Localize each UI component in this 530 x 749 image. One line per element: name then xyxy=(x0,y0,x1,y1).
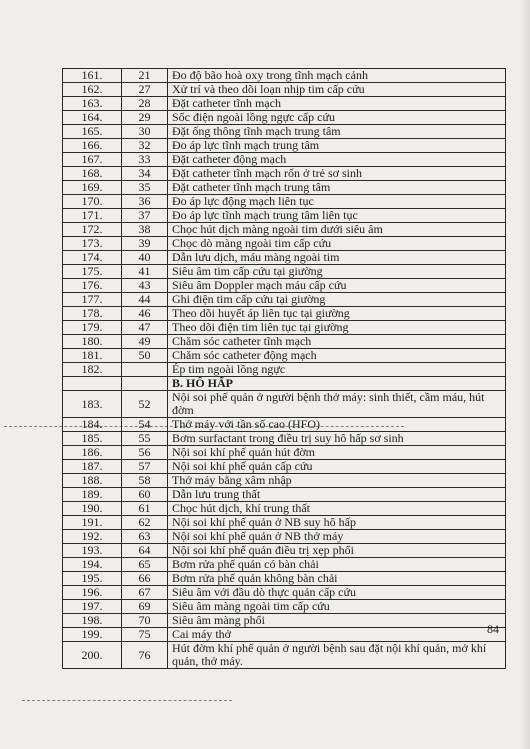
empty-cell xyxy=(63,377,122,391)
procedure-name-cell: Bơm rửa phế quản không bàn chải xyxy=(168,572,506,586)
reference-number-cell: 37 xyxy=(122,209,168,223)
reference-number-cell: 41 xyxy=(122,265,168,279)
row-number-cell: 179. xyxy=(63,321,122,335)
reference-number-cell: 38 xyxy=(122,223,168,237)
procedure-name-cell: Bơm rửa phế quản có bàn chải xyxy=(168,558,506,572)
reference-number-cell: 70 xyxy=(122,614,168,628)
procedure-name-cell: Siêu âm với đầu dò thực quản cấp cứu xyxy=(168,586,506,600)
procedure-name-cell: Siêu âm màng phổi xyxy=(168,614,506,628)
table-row xyxy=(63,251,506,265)
row-number-cell: 166. xyxy=(63,139,122,153)
table-row xyxy=(63,209,506,223)
reference-number-cell: 62 xyxy=(122,516,168,530)
procedure-name-cell: Dẫn lưu trung thất xyxy=(168,488,506,502)
reference-number-cell: 66 xyxy=(122,572,168,586)
row-number-cell: 198. xyxy=(63,614,122,628)
row-number-cell: 182. xyxy=(63,363,122,377)
table-row xyxy=(63,349,506,363)
procedure-name-cell: Nội soi khí phế quản ở NB suy hô hấp xyxy=(168,516,506,530)
row-number-cell: 172. xyxy=(63,223,122,237)
procedure-name-cell: Đo độ bão hoà oxy trong tĩnh mạch cảnh xyxy=(168,69,506,83)
section-heading: B. HÔ HẤP xyxy=(168,377,506,391)
row-number-cell: 195. xyxy=(63,572,122,586)
reference-number-cell: 52 xyxy=(122,391,168,418)
table-row xyxy=(63,83,506,97)
row-number-cell: 181. xyxy=(63,349,122,363)
table-row xyxy=(63,237,506,251)
procedure-name-cell: Đo áp lực động mạch liên tục xyxy=(168,195,506,209)
row-number-cell: 200. xyxy=(63,642,122,669)
row-number-cell: 197. xyxy=(63,600,122,614)
reference-number-cell xyxy=(122,363,168,377)
row-number-cell: 178. xyxy=(63,307,122,321)
row-number-cell: 174. xyxy=(63,251,122,265)
row-number-cell: 199. xyxy=(63,628,122,642)
reference-number-cell: 50 xyxy=(122,349,168,363)
reference-number-cell: 30 xyxy=(122,125,168,139)
reference-number-cell: 36 xyxy=(122,195,168,209)
reference-number-cell: 63 xyxy=(122,530,168,544)
reference-number-cell: 55 xyxy=(122,432,168,446)
row-number-cell: 165. xyxy=(63,125,122,139)
row-number-cell: 185. xyxy=(63,432,122,446)
row-number-cell: 192. xyxy=(63,530,122,544)
table-row xyxy=(63,111,506,125)
procedure-name-cell: Nội soi khí phế quản điều trị xẹp phổi xyxy=(168,544,506,558)
reference-number-cell: 44 xyxy=(122,293,168,307)
reference-number-cell: 35 xyxy=(122,181,168,195)
table-row xyxy=(63,139,506,153)
procedure-name-cell: Theo dõi huyết áp liên tục tại giường xyxy=(168,307,506,321)
procedure-name-cell: Hút đờm khí phế quản ở người bệnh sau đặt nội khí quản, mở khí quản, thở máy. xyxy=(168,642,506,669)
page-number: 84 xyxy=(487,622,499,636)
procedure-name-cell: Siêu âm tim cấp cứu tại giường xyxy=(168,265,506,279)
procedure-name-cell: Siêu âm Doppler mạch máu cấp cứu xyxy=(168,279,506,293)
procedure-name-cell: Ép tim ngoài lồng ngực xyxy=(168,363,506,377)
procedure-name-cell: Chăm sóc catheter tĩnh mạch xyxy=(168,335,506,349)
table-row xyxy=(63,586,506,600)
table-row xyxy=(63,335,506,349)
row-number-cell: 183. xyxy=(63,391,122,418)
table-row xyxy=(63,600,506,614)
reference-number-cell: 58 xyxy=(122,474,168,488)
reference-number-cell: 56 xyxy=(122,446,168,460)
reference-number-cell: 65 xyxy=(122,558,168,572)
table-row xyxy=(63,167,506,181)
row-number-cell: 163. xyxy=(63,97,122,111)
reference-number-cell: 60 xyxy=(122,488,168,502)
reference-number-cell: 34 xyxy=(122,167,168,181)
scan-artifact-line xyxy=(22,700,232,701)
table-row xyxy=(63,153,506,167)
procedure-name-cell: Theo dõi điện tim liên tục tại giường xyxy=(168,321,506,335)
row-number-cell: 189. xyxy=(63,488,122,502)
row-number-cell: 161. xyxy=(63,69,122,83)
table-row xyxy=(63,363,506,377)
row-number-cell: 175. xyxy=(63,265,122,279)
procedure-name-cell: Chọc dò màng ngoài tim cấp cứu xyxy=(168,237,506,251)
row-number-cell: 186. xyxy=(63,446,122,460)
table-row xyxy=(63,446,506,460)
table-row xyxy=(63,558,506,572)
procedure-name-cell: Cai máy thở xyxy=(168,628,506,642)
table-row xyxy=(63,69,506,83)
table-row xyxy=(63,293,506,307)
row-number-cell: 177. xyxy=(63,293,122,307)
reference-number-cell: 28 xyxy=(122,97,168,111)
reference-number-cell: 43 xyxy=(122,279,168,293)
table-row xyxy=(63,474,506,488)
row-number-cell: 194. xyxy=(63,558,122,572)
section-heading-row xyxy=(63,377,506,391)
procedure-name-cell: Thở máy bằng xâm nhập xyxy=(168,474,506,488)
reference-number-cell: 27 xyxy=(122,83,168,97)
procedure-name-cell: Ghi điện tim cấp cứu tại giường xyxy=(168,293,506,307)
row-number-cell: 188. xyxy=(63,474,122,488)
table-row xyxy=(63,502,506,516)
procedure-name-cell: Đo áp lực tĩnh mạch trung tâm liên tục xyxy=(168,209,506,223)
procedure-table xyxy=(62,68,506,669)
table-row xyxy=(63,223,506,237)
reference-number-cell: 46 xyxy=(122,307,168,321)
procedure-name-cell: Chọc hút dịch màng ngoài tim dưới siêu âm xyxy=(168,223,506,237)
table-row xyxy=(63,614,506,628)
row-number-cell: 187. xyxy=(63,460,122,474)
table-row xyxy=(63,181,506,195)
procedure-name-cell: Nội soi phế quản ở người bệnh thở máy: sinh thiết, cầm máu, hút đờm xyxy=(168,391,506,418)
reference-number-cell: 67 xyxy=(122,586,168,600)
procedure-name-cell: Nội soi khí phế quản cấp cứu xyxy=(168,460,506,474)
reference-number-cell: 32 xyxy=(122,139,168,153)
procedure-name-cell: Đo áp lực tĩnh mạch trung tâm xyxy=(168,139,506,153)
procedure-name-cell: Sốc điện ngoài lồng ngực cấp cứu xyxy=(168,111,506,125)
procedure-name-cell: Đặt catheter động mạch xyxy=(168,153,506,167)
reference-number-cell: 29 xyxy=(122,111,168,125)
table-row xyxy=(63,125,506,139)
reference-number-cell: 49 xyxy=(122,335,168,349)
row-number-cell: 176. xyxy=(63,279,122,293)
row-number-cell: 184. xyxy=(63,418,122,432)
row-number-cell: 180. xyxy=(63,335,122,349)
reference-number-cell: 33 xyxy=(122,153,168,167)
page-edge-shadow xyxy=(520,0,530,749)
table-row xyxy=(63,488,506,502)
table-row xyxy=(63,530,506,544)
empty-cell xyxy=(122,377,168,391)
reference-number-cell: 61 xyxy=(122,502,168,516)
procedure-name-cell: Dẫn lưu dịch, máu màng ngoài tim xyxy=(168,251,506,265)
row-number-cell: 173. xyxy=(63,237,122,251)
table-row xyxy=(63,460,506,474)
procedure-name-cell: Đặt catheter tĩnh mạch xyxy=(168,97,506,111)
procedure-name-cell: Bơm surfactant trong điều trị suy hô hấp sơ sinh xyxy=(168,432,506,446)
procedure-name-cell: Siêu âm màng ngoài tim cấp cứu xyxy=(168,600,506,614)
procedure-name-cell: Chăm sóc catheter động mạch xyxy=(168,349,506,363)
reference-number-cell: 39 xyxy=(122,237,168,251)
reference-number-cell: 64 xyxy=(122,544,168,558)
table-row xyxy=(63,97,506,111)
reference-number-cell: 54 xyxy=(122,418,168,432)
reference-number-cell: 57 xyxy=(122,460,168,474)
row-number-cell: 190. xyxy=(63,502,122,516)
row-number-cell: 191. xyxy=(63,516,122,530)
row-number-cell: 171. xyxy=(63,209,122,223)
procedure-table-body xyxy=(63,69,506,669)
table-row xyxy=(63,321,506,335)
reference-number-cell: 40 xyxy=(122,251,168,265)
procedure-name-cell: Chọc hút dịch, khí trung thất xyxy=(168,502,506,516)
procedure-name-cell: Đặt catheter tĩnh mạch rốn ở trẻ sơ sinh xyxy=(168,167,506,181)
procedure-name-cell: Nội soi khí phế quản hút đờm xyxy=(168,446,506,460)
table-row xyxy=(63,642,506,669)
reference-number-cell: 69 xyxy=(122,600,168,614)
procedure-name-cell: Đặt catheter tĩnh mạch trung tâm xyxy=(168,181,506,195)
table-row xyxy=(63,628,506,642)
procedure-name-cell: Xử trí và theo dõi loạn nhịp tim cấp cứu xyxy=(168,83,506,97)
table-row xyxy=(63,572,506,586)
table-row xyxy=(63,544,506,558)
row-number-cell: 164. xyxy=(63,111,122,125)
row-number-cell: 196. xyxy=(63,586,122,600)
scan-artifact-line xyxy=(4,426,404,427)
procedure-name-cell: Nội soi khí phế quản ở NB thở máy xyxy=(168,530,506,544)
reference-number-cell: 47 xyxy=(122,321,168,335)
table-row xyxy=(63,279,506,293)
row-number-cell: 162. xyxy=(63,83,122,97)
table-row xyxy=(63,418,506,432)
table-row xyxy=(63,307,506,321)
reference-number-cell: 76 xyxy=(122,642,168,669)
procedure-name-cell: Thở máy với tần số cao (HFO) xyxy=(168,418,506,432)
row-number-cell: 169. xyxy=(63,181,122,195)
row-number-cell: 193. xyxy=(63,544,122,558)
reference-number-cell: 75 xyxy=(122,628,168,642)
reference-number-cell: 21 xyxy=(122,69,168,83)
procedure-name-cell: Đặt ống thông tĩnh mạch trung tâm xyxy=(168,125,506,139)
table-row xyxy=(63,195,506,209)
table-row xyxy=(63,265,506,279)
table-row xyxy=(63,391,506,418)
table-row xyxy=(63,432,506,446)
table-row xyxy=(63,516,506,530)
row-number-cell: 170. xyxy=(63,195,122,209)
row-number-cell: 168. xyxy=(63,167,122,181)
row-number-cell: 167. xyxy=(63,153,122,167)
